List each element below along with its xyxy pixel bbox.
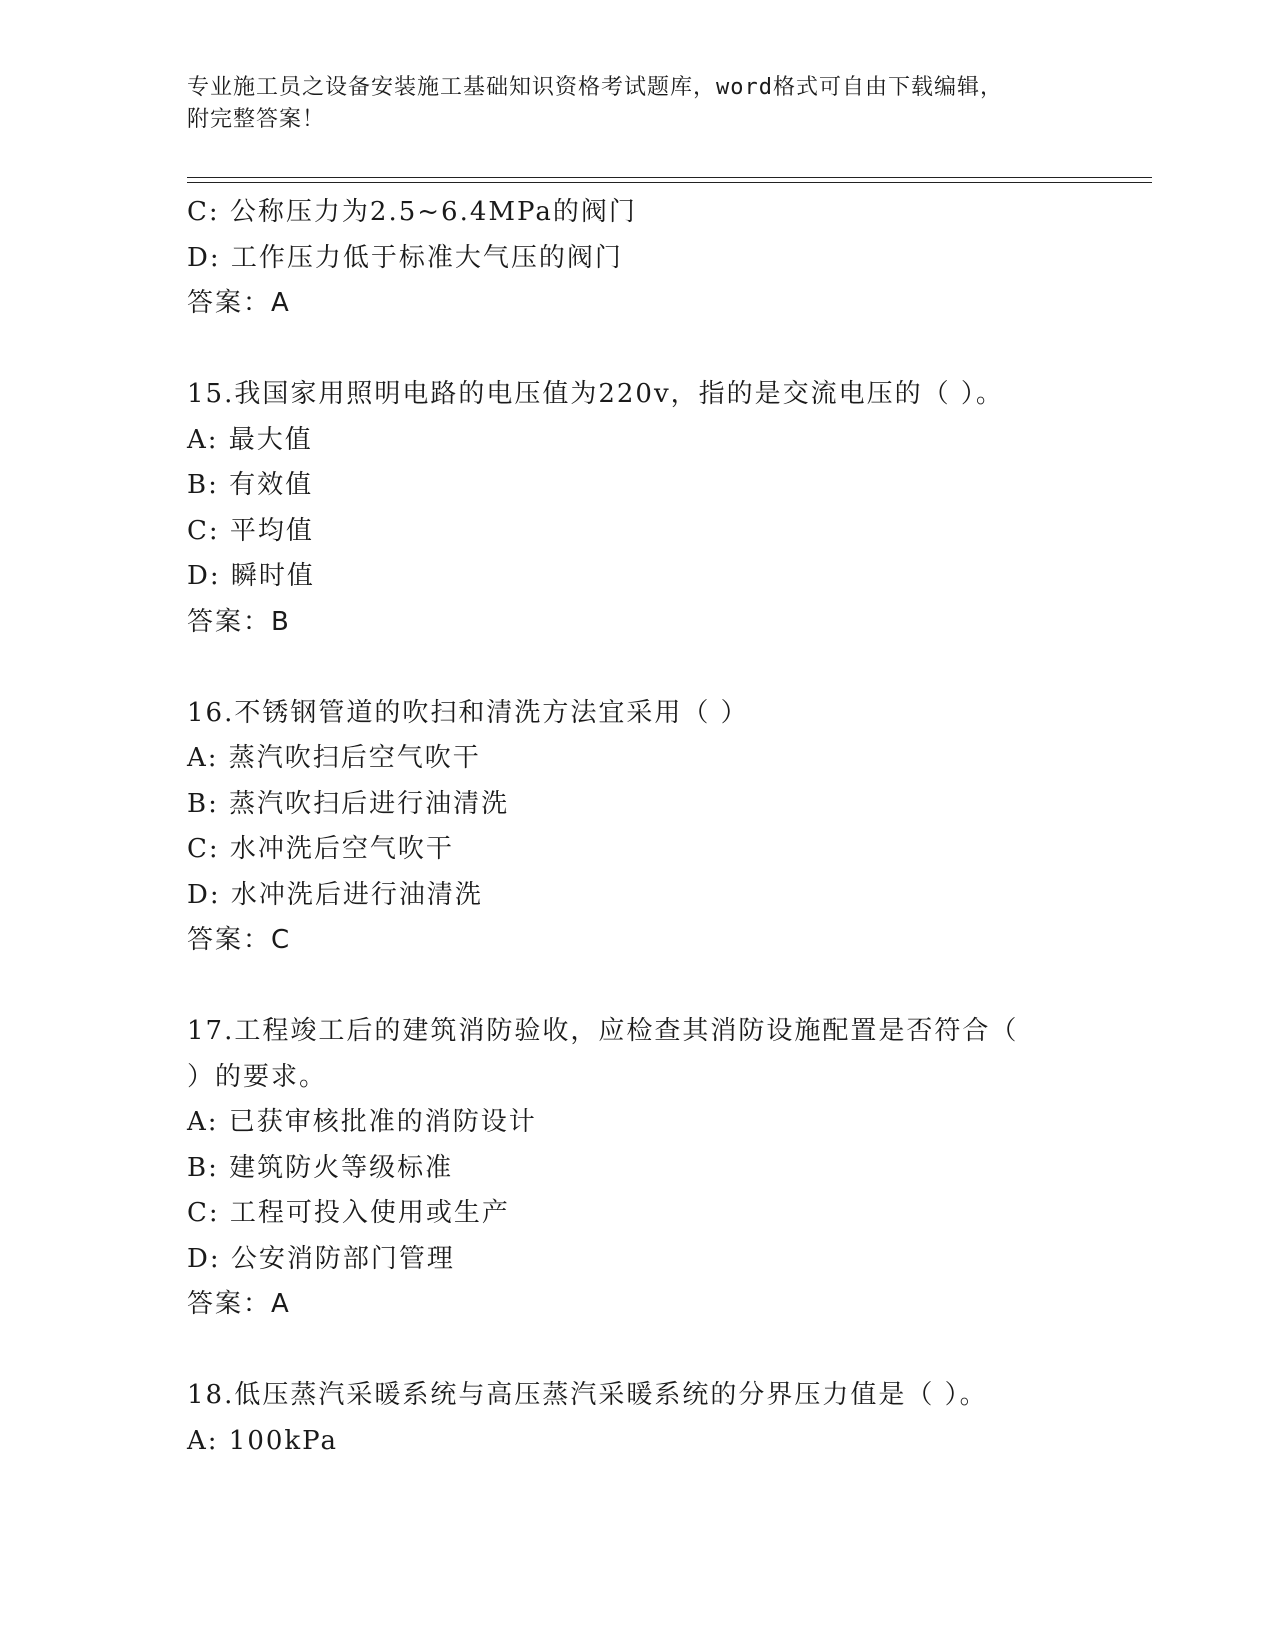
spacer bbox=[187, 327, 1087, 373]
spacer bbox=[187, 1328, 1087, 1374]
question-stem-line2: ）的要求。 bbox=[187, 1061, 328, 1092]
option-a: A: 已获审核批准的消防设计 bbox=[187, 1107, 537, 1137]
document-body bbox=[187, 190, 1087, 1464]
question-15 bbox=[187, 372, 1087, 645]
option-d: D: 水冲洗后进行油清洗 bbox=[187, 879, 483, 910]
spacer bbox=[187, 645, 1087, 691]
option-a: A: 蒸汽吹扫后空气吹干 bbox=[187, 743, 481, 773]
page-header bbox=[187, 72, 1087, 136]
option-d: D: 工作压力低于标准大气压的阀门 bbox=[187, 242, 623, 273]
header-title-line1: 专业施工员之设备安装施工基础知识资格考试题库，word格式可自由下载编辑， bbox=[187, 75, 1003, 100]
option-d: D: 瞬时值 bbox=[187, 561, 315, 591]
question-18 bbox=[187, 1373, 1087, 1464]
answer-line: 答案：A bbox=[187, 1289, 291, 1319]
question-14-continuation bbox=[187, 190, 1087, 327]
option-c: C: 水冲洗后空气吹干 bbox=[187, 834, 454, 864]
option-a: A: 最大值 bbox=[187, 424, 313, 455]
option-b: B: 蒸汽吹扫后进行油清洗 bbox=[187, 788, 510, 819]
option-b: B: 有效值 bbox=[187, 470, 314, 500]
option-b: B: 建筑防火等级标准 bbox=[187, 1152, 454, 1183]
option-c: C: 公称压力为2.5~6.4MPa的阀门 bbox=[187, 197, 637, 227]
question-stem-line1: 17.工程竣工后的建筑消防验收，应检查其消防设施配置是否符合（ bbox=[187, 1016, 1019, 1046]
option-a: A: 100kPa bbox=[187, 1425, 339, 1456]
question-17 bbox=[187, 1009, 1087, 1328]
spacer bbox=[187, 964, 1087, 1010]
question-stem: 18.低压蒸汽采暖系统与高压蒸汽采暖系统的分界压力值是（ ）。 bbox=[187, 1380, 988, 1410]
question-16 bbox=[187, 691, 1087, 964]
question-stem: 15.我国家用照明电路的电压值为220v，指的是交流电压的（ ）。 bbox=[187, 379, 1004, 409]
answer-line: 答案：C bbox=[187, 925, 292, 955]
option-d: D: 公安消防部门管理 bbox=[187, 1243, 455, 1274]
option-c: C: 平均值 bbox=[187, 515, 314, 546]
answer-line: 答案：A bbox=[187, 288, 291, 318]
answer-line: 答案：B bbox=[187, 606, 291, 637]
header-divider-top bbox=[187, 177, 1152, 178]
option-c: C: 工程可投入使用或生产 bbox=[187, 1198, 510, 1228]
header-title-line2: 附完整答案！ bbox=[187, 107, 326, 132]
header-divider-bottom bbox=[187, 182, 1152, 183]
question-stem: 16.不锈钢管道的吹扫和清洗方法宜采用（ ） bbox=[187, 697, 749, 728]
